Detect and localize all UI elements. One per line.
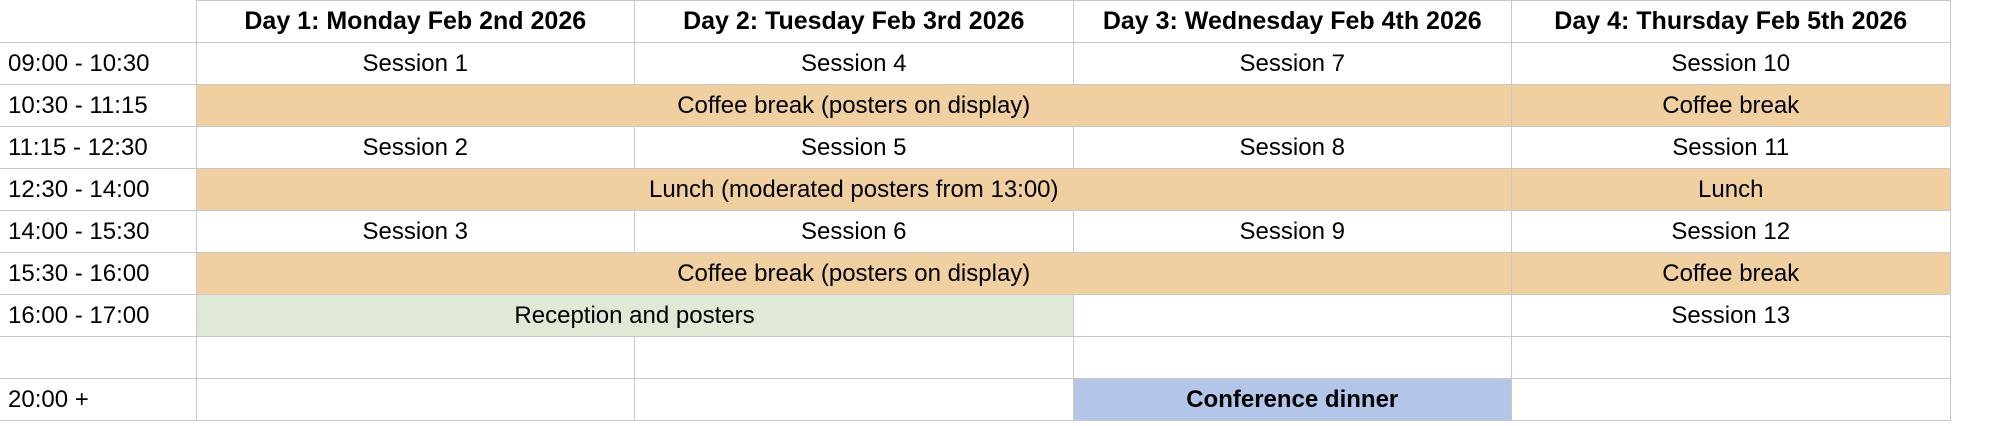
header-corner-cell: [0, 1, 196, 43]
table-row: [0, 295, 1950, 337]
table-header: [0, 1, 1950, 43]
empty-cell: [196, 337, 635, 379]
empty-cell: [1512, 379, 1951, 421]
session-cell: Session 8: [1073, 127, 1512, 169]
table-row: [0, 337, 1950, 379]
time-slot-label: [0, 337, 196, 379]
session-cell: Session 1: [196, 43, 635, 85]
time-slot-label: 16:00 - 17:00: [0, 295, 196, 337]
break-cell: Coffee break (posters on display): [196, 85, 1512, 127]
empty-cell: [635, 379, 1074, 421]
session-cell: Session 12: [1512, 211, 1951, 253]
empty-cell: [1073, 295, 1512, 337]
session-cell: Session 7: [1073, 43, 1512, 85]
empty-cell: [1512, 337, 1951, 379]
conference-dinner-cell: Conference dinner: [1073, 379, 1512, 421]
reception-cell: Reception and posters: [196, 295, 1073, 337]
session-cell: Session 5: [635, 127, 1074, 169]
column-header-day-1: Day 1: Monday Feb 2nd 2026: [196, 1, 635, 43]
table-row: [0, 253, 1950, 295]
session-cell: Session 2: [196, 127, 635, 169]
time-slot-label: 11:15 - 12:30: [0, 127, 196, 169]
break-cell: Coffee break: [1512, 85, 1951, 127]
table-row: [0, 211, 1950, 253]
session-cell: Session 9: [1073, 211, 1512, 253]
column-header-day-3: Day 3: Wednesday Feb 4th 2026: [1073, 1, 1512, 43]
time-slot-label: 14:00 - 15:30: [0, 211, 196, 253]
time-slot-label: 09:00 - 10:30: [0, 43, 196, 85]
column-header-day-2: Day 2: Tuesday Feb 3rd 2026: [635, 1, 1074, 43]
time-slot-label: 12:30 - 14:00: [0, 169, 196, 211]
table-row: [0, 379, 1950, 421]
time-slot-label: 20:00 +: [0, 379, 196, 421]
session-cell: Session 13: [1512, 295, 1951, 337]
table-row: [0, 43, 1950, 85]
break-cell: Coffee break (posters on display): [196, 253, 1512, 295]
session-cell: Session 10: [1512, 43, 1951, 85]
time-slot-label: 15:30 - 16:00: [0, 253, 196, 295]
table-row: [0, 85, 1950, 127]
session-cell: Session 11: [1512, 127, 1951, 169]
break-cell: Lunch (moderated posters from 13:00): [196, 169, 1512, 211]
empty-cell: [1073, 337, 1512, 379]
empty-cell: [635, 337, 1074, 379]
column-header-day-4: Day 4: Thursday Feb 5th 2026: [1512, 1, 1951, 43]
break-cell: Coffee break: [1512, 253, 1951, 295]
table-row: [0, 169, 1950, 211]
table-body: [0, 43, 1950, 421]
table-row: [0, 127, 1950, 169]
empty-cell: [196, 379, 635, 421]
header-row: [0, 1, 1950, 43]
session-cell: Session 3: [196, 211, 635, 253]
time-slot-label: 10:30 - 11:15: [0, 85, 196, 127]
break-cell: Lunch: [1512, 169, 1951, 211]
session-cell: Session 4: [635, 43, 1074, 85]
session-cell: Session 6: [635, 211, 1074, 253]
